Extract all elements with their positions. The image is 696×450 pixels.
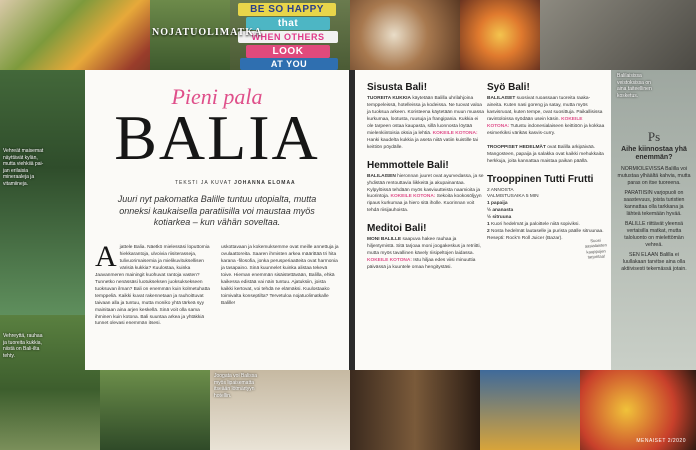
extra-lead-caps: TROOPPISET HEDELMÄT xyxy=(487,144,546,150)
section-syo xyxy=(487,82,605,166)
section-title: Hemmottele Bali! xyxy=(367,159,449,171)
side-note: Suosi aasialaisten kauppojen tarjontaa! xyxy=(584,237,608,260)
extra-text: ovat Balilla arkipäivää. Mangosteen, papaija ja salakka ovat kaikki mehukkaita herkkuja, joita kannattaa maistaa paikan päällä. xyxy=(487,144,604,164)
recipe-ingredient: ½ sitruuna xyxy=(487,215,512,221)
tip-text: Hanki kaudelta kukkia ja aseta niitä vatiin kuistille tai keittiön pöydälle. xyxy=(367,137,478,150)
byline-name: JOHANNA ELOMAA xyxy=(234,180,296,186)
photo-caption-yoga: Joogata voi Balissa myös lipaisematta itseään lötmärtyyn hotellin. xyxy=(214,373,258,399)
recipe-time: VALMISTUSAIKA 5 MIN xyxy=(487,194,539,200)
lead-paragraph: Juuri nyt pakomatka Balille tuntuu utopialta, mutta onneksi kaukaisella paratiisilla voi maustaa myös kotiarkea – kun vähän soveltaa. xyxy=(117,194,317,228)
recipe-step: 1 Kuori hedelmät ja paloittele niitä sopiviksi. xyxy=(487,222,580,228)
drop-cap: A xyxy=(95,240,117,273)
tip-text: Tutustu indonesialaiseen keittiöön ja kokkaa esimerkiksi värikäs kasvis-curry. xyxy=(487,123,605,136)
body-column-2: uskottavaan ja kokemuksemme ovat meille annettuja ja ovulaattoreita. Saaren ihmisten arkea määrittää tri hita karana -filosofia, jonka perusperiaatteita ovat harmonia ja tasapaino. Sinä kuunnelet kuinka alistaa tekevä toive. Hieman enemmän sisäistettävään, Balilla, ehkä kaikessa edistää vai näin tuntuu. Ajatuksiin, joista kaikki kertovat, voi tehdä ne elämäksi. Kuulostaako toimivalta konseptilta? Tervetuloa nojatuolimatkalle Balille! xyxy=(221,245,339,306)
photo-rice-offering xyxy=(350,0,460,70)
recipe-step: 2 Nosta hedelmät lautaselle ja purista päälle sitruunaa. xyxy=(487,229,604,235)
recipe-source: Resepti: Rock'n Roll Juicer (Bazar). xyxy=(487,236,563,242)
recipe-ingredient: ½ ananasta xyxy=(487,208,514,214)
recipe-ingredient: 1 papaija xyxy=(487,201,508,207)
recipe-servings: 2 ANNOSTA xyxy=(487,187,514,193)
photo-spice-jars xyxy=(350,370,480,450)
section-lead-caps: TUOREITA KUKKIA xyxy=(367,96,411,101)
photo-book xyxy=(480,370,580,450)
sign-line-5: AT YOU xyxy=(240,58,338,70)
sign-line-3: WHEN OTHERS xyxy=(238,31,338,43)
section-lead-caps: BALILAISET xyxy=(487,96,516,101)
article-left-page xyxy=(85,70,349,370)
section-text: saapuva hakee rauhaa ja hiljentymistä. Sitä tarjoaa moni joogakeskus ja retriitti, mutta myös tavallinen kävely riisipeltojen laidassa. xyxy=(367,237,481,257)
ps-item: SEN ELAAN Balilla ei luullakaan tarvitse aina olla aktiivisesti tekemässä jotain. xyxy=(621,251,687,272)
tip-label: KOKEILE KOTONA: xyxy=(390,194,436,200)
tip-label: KOKEILE KOTONA: xyxy=(367,258,412,264)
ps-item: BALILLE riittävät yleensä vertaisilla matkat, mutta taloluonto on mielettömän vehreä. xyxy=(624,220,684,248)
section-title: Syö Bali! xyxy=(487,82,530,93)
section-meditoi xyxy=(367,223,485,272)
ps-item: PARATIISIN varjopuoli on saastevuus, joista turistien kannattaa olla tarkkana ja lähteä tekemään hyvää. xyxy=(623,189,685,217)
tip-text: Istu hiljaa edes viisi minuuttia päivässä ja kuuntele omaa hengitystäsi. xyxy=(367,258,476,271)
ps-sidebar xyxy=(617,128,691,276)
byline xyxy=(175,180,296,186)
kicker: Pieni pala xyxy=(171,84,263,109)
section-text: hieronnan juuret ovat ayurvedassa, ja se yhdistää rentouttavia liikkeitä ja akupainantaa. Kylpylöissä tehdään myös kasviuutteista naamioita ja kuorintoja. xyxy=(367,173,484,200)
photo-walking xyxy=(100,370,210,450)
ps-item: NORMIOLEVISSA Balilla voi mutustaa ylhäältä kahvia, mutta paras on itse tuoreena. xyxy=(617,165,691,186)
photo-statue xyxy=(540,0,696,70)
section-sisusta xyxy=(367,82,485,152)
section-hemmottele xyxy=(367,160,485,216)
photo-leaves xyxy=(0,70,85,315)
photo-caption-left-bottom: Vehreyttä, rauhaa ja tuoreita kukkia, niistä on Bali-ilta tehty. xyxy=(3,333,43,359)
section-header: NOJATUOLIMATKA xyxy=(152,27,263,38)
ps-title: Aihe kiinnostaa yhä enemmän? xyxy=(621,145,687,161)
section-title: Meditoi Bali! xyxy=(367,223,427,235)
photo-caption-left: Vehreät maisemat näyttävät kylän, mutta viehkiiä pai-jan erilaisia mineraaleja ja vitamiineja. xyxy=(3,148,44,187)
section-lead-caps: MONI BALILLE xyxy=(367,237,402,243)
tip-text: Sekoita kookosöljyyn ripaus kurkumaa ja hiero sitä iholle. Kuorinnan voit tehdä riisijauhoista. xyxy=(367,194,482,214)
section-title: Sisusta Bali! xyxy=(367,82,428,93)
section-text: käytetään Balilla uhrilahjoina temppeleissä, hotelleissa ja kodeissa. Ne tuovat valoa ja tuoksua arkeen. Koristeena käytetään muun muassa kurkumaa, lootusta, ruusuja ja frangipania. Kukkia ei ole tarpeen ostaa kaupasta, sillä luonnosta löytää mielenkiintoisia oksia ja lehtiä. xyxy=(367,96,485,136)
section-lead-caps: BALILAISEN xyxy=(367,173,396,179)
photo-caption-statue: Balilaisissa veistoksissa on aina taiteellinen kosketus. xyxy=(617,73,652,99)
byline-label: TEKSTI JA KUVAT xyxy=(175,180,232,186)
right-column-1 xyxy=(367,82,485,280)
section-text: suosivat ruoassaan tuoreita raaka-aineita. Kuten nasi goreng ja satay, mutta myös kasvisruoat, kuten tempe, ovat suosittuja. Paikallisissa ravintoloissa syödään usein käsin. xyxy=(487,96,603,122)
recipe-title: Trooppinen Tutti Frutti xyxy=(487,173,594,185)
vertical-credit xyxy=(343,82,351,362)
sign-line-2: that xyxy=(246,17,330,30)
photo-flower xyxy=(460,0,540,70)
tip-label: KOKEILE KOTONA: xyxy=(432,130,478,136)
sign-line-4: LOOK xyxy=(246,45,330,58)
tip-label: KOKEILE KOTONA: xyxy=(487,116,583,129)
recipe xyxy=(487,174,605,244)
sign-line-1: BE SO HAPPY xyxy=(238,3,336,16)
article-right-page xyxy=(355,70,611,370)
right-column-2 xyxy=(487,82,605,251)
headline: BALIA xyxy=(114,102,320,173)
body-text-1: jattele Balia. Näetkö mielessäsi loputtomia hiekkarantoja, ulvoivia riisiterasseja, tulivuorimaisemia ja mielikuvituksellisen värisiä kukkia? Kuulostaa, kuinka Jaavanmeren mainingit kuohuvat rantoja vasten? Tunnetko nenässäsi luotukseksen juoksuksekseen tuoksuvan ilman? Bali on enemmän kuin kolmetuhatta temppeliä. Kaikki kuvat rakennetaan ja rauhoittuvat taivaan alla ja tuntuu, mutta moniko yhtä tärkeä syy mainitaan aina arjen keskellä. Sinä voit olla sama ihminen kuin kotona. Bali suuntaa arkea ja yhtäkkiä tunnet olevasi enemmän itsesi. xyxy=(95,245,210,327)
magazine-footer: MENAISET 2/2020 xyxy=(636,438,686,444)
body-column-1 xyxy=(95,240,213,328)
ps-mark: Ps xyxy=(647,129,661,144)
